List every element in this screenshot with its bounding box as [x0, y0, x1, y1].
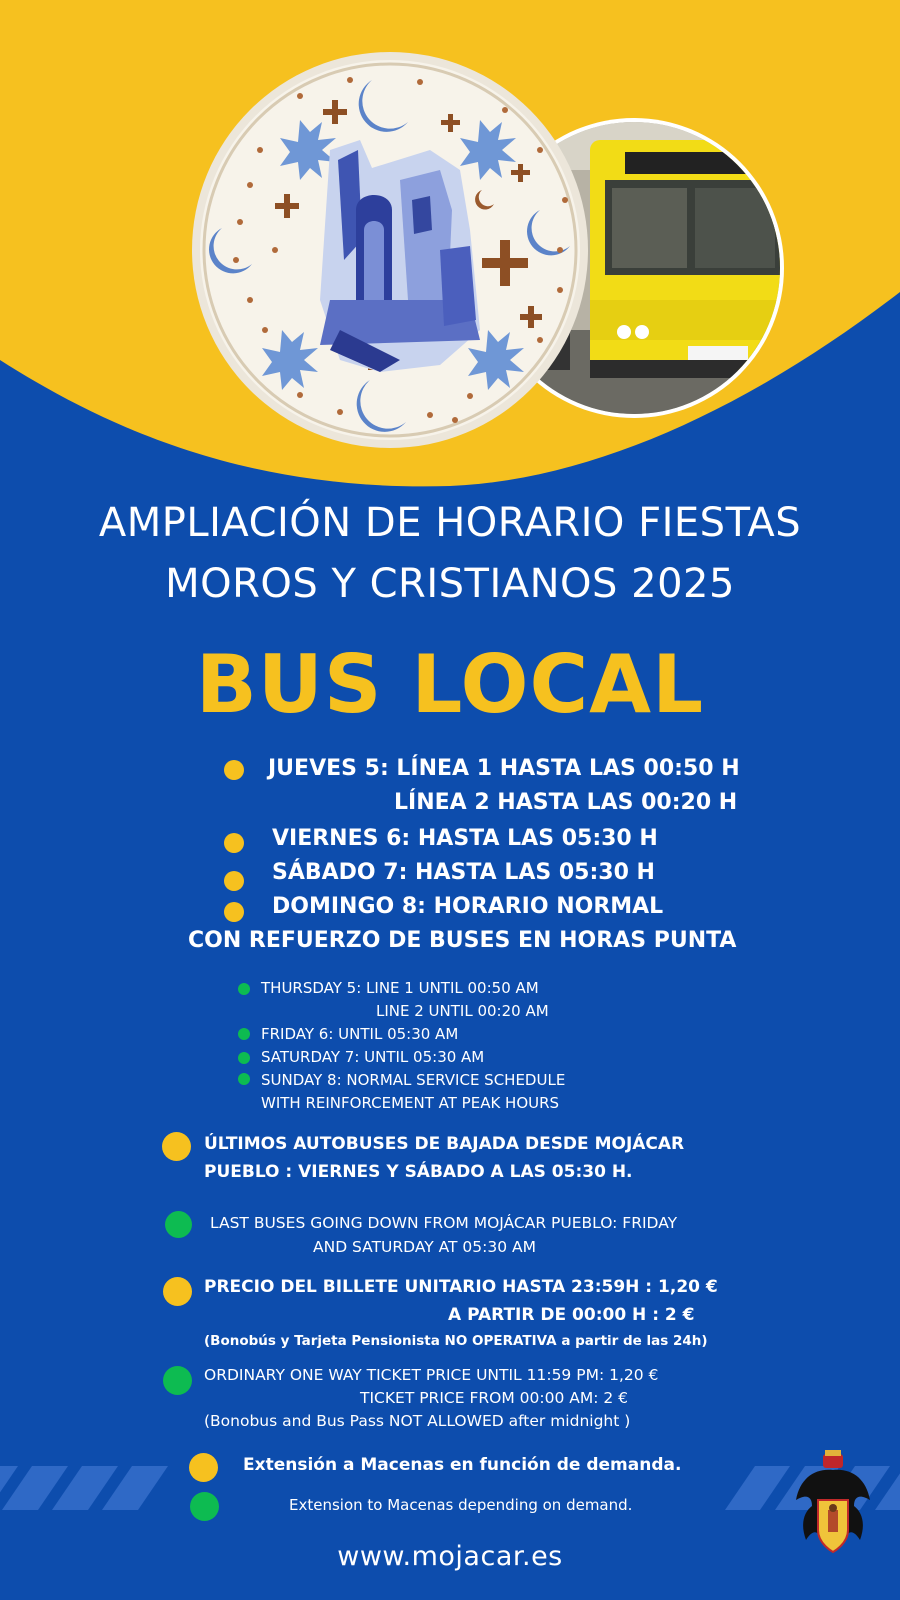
bullet-green [238, 983, 250, 995]
bullet-green [238, 1052, 250, 1064]
schedule-es-friday: VIERNES 6: HASTA LAS 05:30 H [272, 826, 658, 851]
schedule-en-reinforcement: WITH REINFORCEMENT AT PEAK HOURS [261, 1094, 560, 1112]
website-link[interactable]: www.mojacar.es [337, 1541, 563, 1572]
bullet-green [165, 1211, 192, 1238]
bullet-green [190, 1492, 219, 1521]
bullet-green [238, 1028, 250, 1040]
bullet-yellow [162, 1132, 191, 1161]
price-en-line1: ORDINARY ONE WAY TICKET PRICE UNTIL 11:59 PM: 1,20 € [204, 1366, 659, 1384]
schedule-es-thursday-line2: LÍNEA 2 HASTA LAS 00:20 H [394, 790, 738, 815]
extension-es: Extensión a Macenas en función de demanda. [243, 1455, 682, 1475]
schedule-es-thursday: JUEVES 5: LÍNEA 1 HASTA LAS 00:50 H [268, 756, 740, 781]
bullet-yellow [224, 760, 244, 780]
schedule-en-friday: FRIDAY 6: UNTIL 05:30 AM [261, 1025, 459, 1043]
price-en-line2: TICKET PRICE FROM 00:00 AM: 2 € [360, 1389, 629, 1407]
last-buses-en-line2: AND SATURDAY AT 05:30 AM [313, 1238, 536, 1256]
ceramic-plate [192, 52, 588, 448]
village-painting [320, 140, 480, 372]
bullet-yellow [163, 1277, 192, 1306]
schedule-en-thursday: THURSDAY 5: LINE 1 UNTIL 00:50 AM [261, 979, 539, 997]
schedule-es-saturday: SÁBADO 7: HASTA LAS 05:30 H [272, 860, 655, 885]
price-en-note: (Bonobus and Bus Pass NOT ALLOWED after midnight ) [204, 1412, 631, 1430]
title-line-1: AMPLIACIÓN DE HORARIO FIESTAS [98, 500, 802, 546]
bullet-yellow [224, 833, 244, 853]
decorative-stripes-left [0, 1466, 168, 1510]
bullet-yellow [189, 1453, 218, 1482]
last-buses-en-line1: LAST BUSES GOING DOWN FROM MOJÁCAR PUEBLO: FRIDAY [210, 1214, 678, 1232]
bullet-green [238, 1073, 250, 1085]
bullet-yellow [224, 902, 244, 922]
schedule-en-sunday: SUNDAY 8: NORMAL SERVICE SCHEDULE [261, 1071, 566, 1089]
last-buses-es-line2: PUEBLO : VIERNES Y SÁBADO A LAS 05:30 H. [204, 1162, 633, 1182]
bullet-green [163, 1366, 192, 1395]
last-buses-es-line1: ÚLTIMOS AUTOBUSES DE BAJADA DESDE MOJÁCAR [204, 1134, 685, 1154]
extension-en: Extension to Macenas depending on demand. [289, 1496, 633, 1514]
title-line-2: MOROS Y CRISTIANOS 2025 [165, 561, 735, 607]
price-es-line2: A PARTIR DE 00:00 H : 2 € [448, 1305, 695, 1325]
schedule-es-sunday: DOMINGO 8: HORARIO NORMAL [272, 894, 664, 919]
price-es-note: (Bonobús y Tarjeta Pensionista NO OPERATIVA a partir de las 24h) [204, 1333, 708, 1349]
schedule-en-saturday: SATURDAY 7: UNTIL 05:30 AM [261, 1048, 485, 1066]
schedule-es-reinforcement: CON REFUERZO DE BUSES EN HORAS PUNTA [188, 928, 737, 953]
bullet-yellow [224, 871, 244, 891]
headline: BUS LOCAL [195, 638, 705, 731]
schedule-en-thursday-line2: LINE 2 UNTIL 00:20 AM [376, 1002, 549, 1020]
price-es-line1: PRECIO DEL BILLETE UNITARIO HASTA 23:59H : 1,20 € [204, 1277, 718, 1297]
